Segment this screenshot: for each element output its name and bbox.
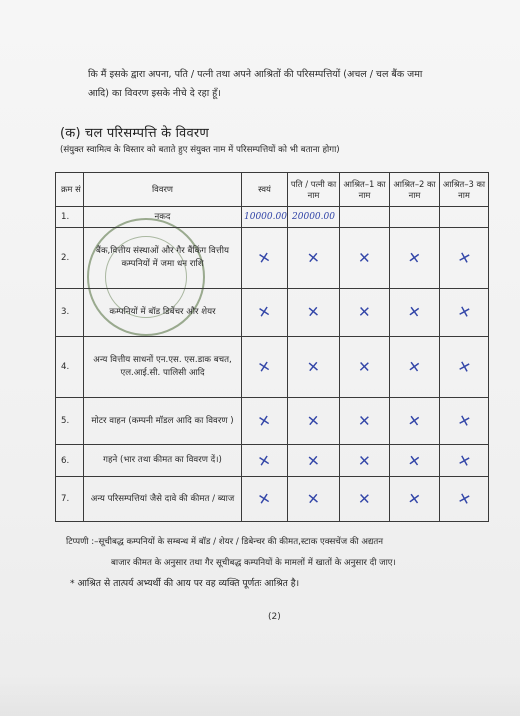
cash-spouse-value <box>288 207 340 227</box>
cross-mark: ✕ <box>306 302 321 322</box>
row-description: गहने (भार तथा कीमत का विवरण दें।) <box>84 444 242 476</box>
header-dependent-2: आश्रित–2 का नाम <box>390 173 440 207</box>
row-description: अन्य वित्तीय साधनों एन.एस. एस.डाक बचत, एल.आई.सी. पालिसी आदि <box>84 337 242 398</box>
table-header-row <box>56 173 489 207</box>
table-row <box>56 398 489 445</box>
table-row <box>56 337 489 398</box>
row-sn: 7. <box>56 477 84 522</box>
cross-mark: ✕ <box>306 489 321 509</box>
cross-mark: ✕ <box>455 410 473 432</box>
intro-line-2: आदि) का विवरण इसके नीचे दे रहा हूँ। <box>88 88 221 99</box>
cross-mark: ✕ <box>357 451 372 470</box>
note-dependent-definition: * आश्रित से तात्पर्य अभ्यर्थी की आय पर वह व्यक्ति पूर्णतः आश्रित है। <box>70 578 300 589</box>
table-row <box>56 207 489 227</box>
cross-mark: ✕ <box>256 357 273 378</box>
header-dependent-3: आश्रित–3 का नाम <box>440 173 489 207</box>
table-row <box>56 227 489 288</box>
scan-shadow <box>0 676 520 716</box>
cross-mark: ✕ <box>406 450 423 471</box>
row-description: मोटर वाहन (कम्पनी मॉडल आदि का विवरण ) <box>84 398 242 445</box>
cross-mark: ✕ <box>406 247 423 268</box>
cross-mark: ✕ <box>455 488 473 510</box>
row-sn: 6. <box>56 444 84 476</box>
row-sn: 3. <box>56 288 84 337</box>
cross-mark: ✕ <box>455 302 473 323</box>
cash-spouse-amount: 20000.00 <box>292 212 335 223</box>
header-dependent-1: आश्रित–1 का नाम <box>340 173 390 207</box>
cross-mark: ✕ <box>406 489 423 510</box>
row-sn: 2. <box>56 227 84 288</box>
cross-mark: ✕ <box>357 411 372 431</box>
page-number: (2) <box>268 612 281 622</box>
table-row <box>56 444 489 476</box>
cross-mark: ✕ <box>306 451 321 471</box>
cross-mark: ✕ <box>406 357 423 378</box>
header-sn: क्रम सं <box>56 173 84 207</box>
cross-mark: ✕ <box>256 450 273 471</box>
cross-mark: ✕ <box>306 248 321 268</box>
cash-self-amount: 10000.00 <box>244 212 287 223</box>
cross-mark: ✕ <box>406 411 423 431</box>
intro-line-1: कि मैं इसके द्वारा अपना, पति / पत्नी तथा अपने आश्रितों की परिसम्पत्तियों (अचल / चल बैंक जमा <box>88 69 423 80</box>
cross-mark: ✕ <box>306 357 321 377</box>
cash-dependent-1 <box>340 207 390 227</box>
cross-mark: ✕ <box>256 247 273 268</box>
row-sn: 5. <box>56 398 84 445</box>
row-description: कम्पनियों में बॉड डिबेंचर और शेयर <box>84 288 242 337</box>
cross-mark: ✕ <box>357 358 372 377</box>
row-description: बैंक,वित्तीय संस्थाओं और गैर बैंकिंग वित्तीय कम्पनियों में जमा धन राशि <box>84 227 242 288</box>
note-line-2: बाजार कीमत के अनुसार तथा गैर सूचीबद्ध कम्पनियों के मामलों में खातों के अनुसार दी जाए। <box>111 558 396 568</box>
cross-mark: ✕ <box>256 410 273 432</box>
cross-mark: ✕ <box>455 450 473 471</box>
cross-mark: ✕ <box>357 303 372 322</box>
cross-mark: ✕ <box>455 356 473 378</box>
row-sn: 4. <box>56 337 84 398</box>
cross-mark: ✕ <box>256 489 273 510</box>
section-subtitle: (संयुक्त स्वामित्व के विस्तार को बताते हुए संयुक्त नाम में परिसम्पत्तियों को भी बताना होगा) <box>60 145 340 155</box>
cross-mark: ✕ <box>256 302 273 323</box>
row-sn: 1. <box>56 207 84 227</box>
cross-mark: ✕ <box>357 248 372 267</box>
table-row <box>56 477 489 522</box>
intro-paragraph <box>88 65 493 103</box>
cash-dependent-3 <box>440 207 489 227</box>
cash-self-value <box>242 207 288 227</box>
cross-mark: ✕ <box>406 302 423 323</box>
cross-mark: ✕ <box>357 489 372 509</box>
cash-dependent-2 <box>390 207 440 227</box>
row-description: नकद <box>84 207 242 227</box>
header-self: स्वयं <box>242 173 288 207</box>
row-description: अन्य परिसम्पत्तियां जैसे दावे की कीमत / ब्याज <box>84 477 242 522</box>
section-title: (क) चल परिसम्पत्ति के विवरण <box>60 126 209 141</box>
movable-assets-table <box>55 172 489 522</box>
table-row <box>56 288 489 337</box>
header-description: विवरण <box>84 173 242 207</box>
header-spouse: पति / पत्नी का नाम <box>288 173 340 207</box>
note-line-1: टिप्पणी :–सूचीबद्ध कम्पनियों के सम्बन्ध में बॉड / शेयर / डिबेन्चर की कीमत,स्टाक एक्सचेंज की अद्यतन <box>66 537 384 547</box>
cross-mark: ✕ <box>306 411 321 431</box>
cross-mark: ✕ <box>455 247 473 269</box>
